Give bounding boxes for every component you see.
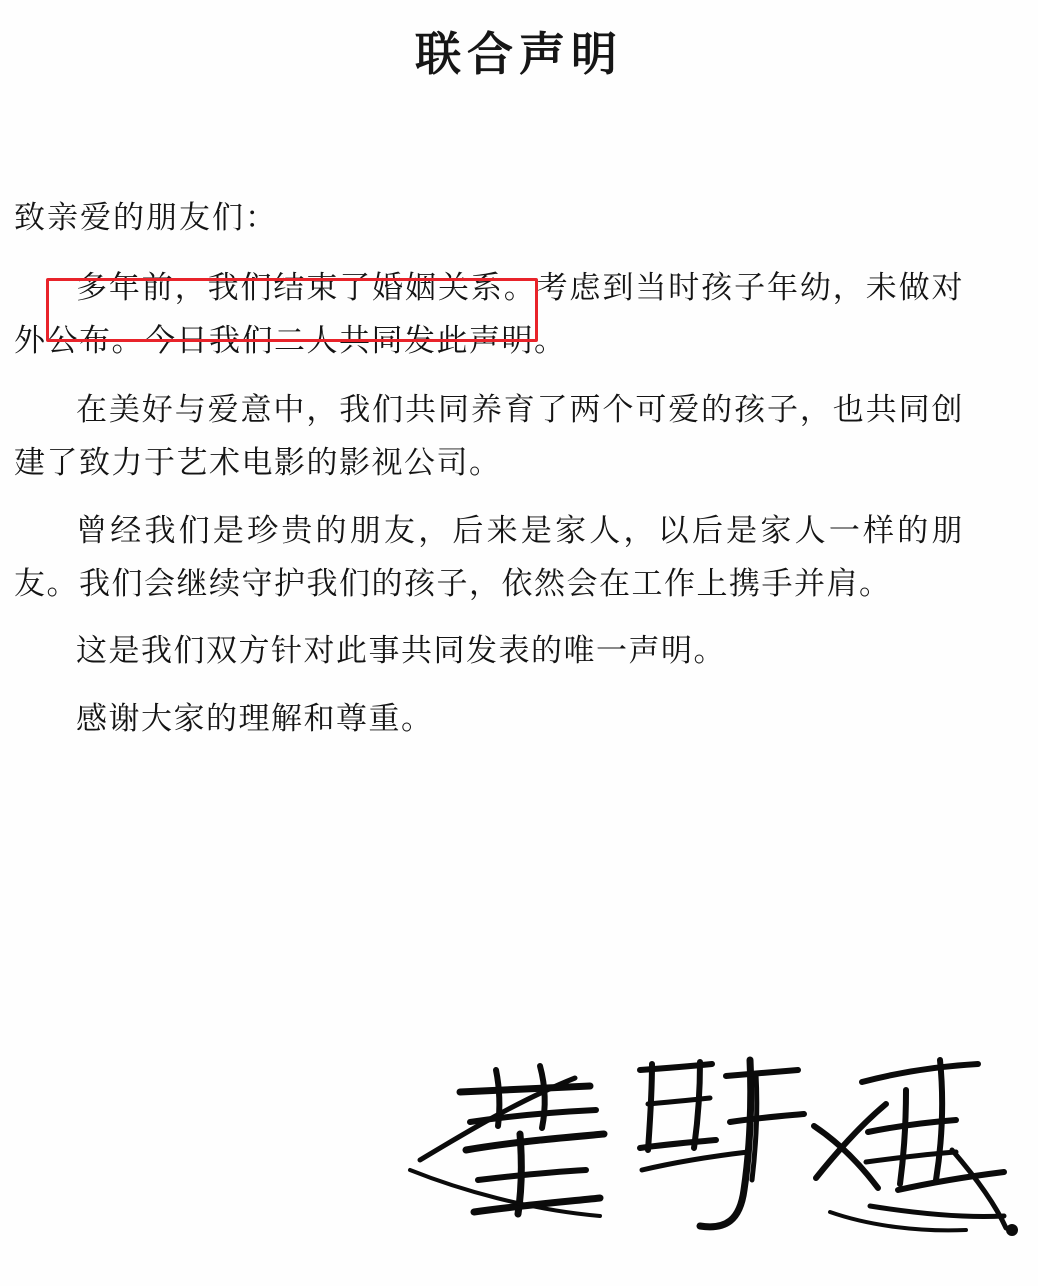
document-body <box>14 195 1024 760</box>
paragraph-2: 在美好与爱意中，我们共同养育了两个可爱的孩子，也共同创建了致力于艺术电影的影视公司。 <box>14 392 964 482</box>
page-title: 联合声明 <box>415 27 623 81</box>
paragraph-1: 多年前，我们结束了婚姻关系。考虑到当时孩子年幼，未做对外公布。今日我们二人共同发此声明。 <box>14 269 964 359</box>
signature-曹郁 <box>400 1030 1020 1250</box>
paragraph-3: 曾经我们是珍贵的朋友，后来是家人，以后是家人一样的朋友。我们会继续守护我们的孩子，依然会在工作上携手并肩。 <box>14 512 964 603</box>
paragraph-5: 感谢大家的理解和尊重。 <box>76 700 434 737</box>
signature-area <box>0 1020 1038 1270</box>
paragraph-4: 这是我们双方针对此事共同发表的唯一声明。 <box>76 633 726 670</box>
salutation: 致亲爱的朋友们： <box>14 200 278 236</box>
